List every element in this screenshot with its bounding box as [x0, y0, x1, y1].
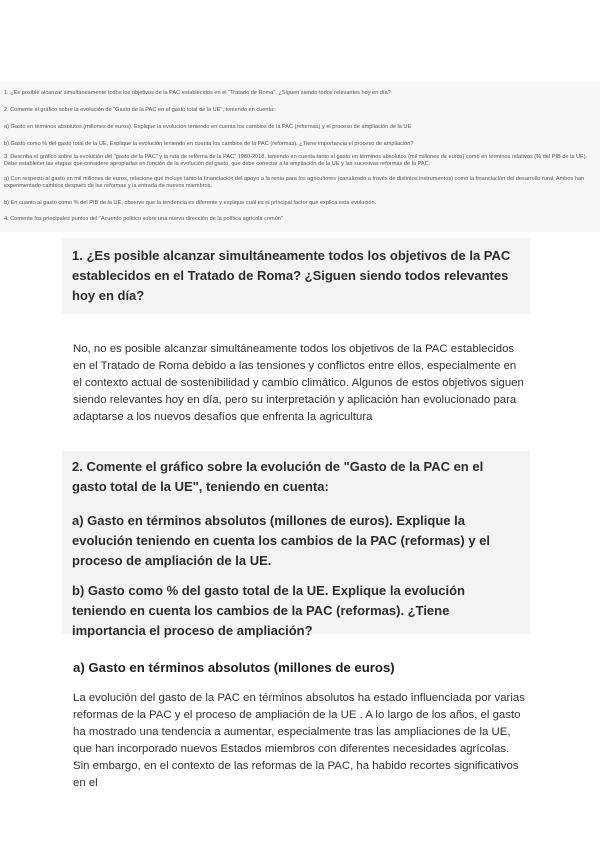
strip-line: b) Gasto como % del gasto total de la UE. Explique la evolución teniendo en cuenta los cambios de la PAC (reformas). ¿Tiene importancia el proceso de ampliación? — [4, 141, 414, 147]
strip-line: 4. Comente los principales puntos del "Acuerdo político sobre una nueva dirección de la política agrícola común" — [4, 216, 283, 222]
question-1: 1. ¿Es posible alcanzar simultáneamente todos los objetivos de la PAC establecidos en el Tratado de Roma? ¿Siguen siendo todos relevantes hoy en día? — [72, 248, 511, 303]
question-2-intro: 2. Comente el gráfico sobre la evolución de "Gasto de la PAC en el gasto total de la UE", teniendo en cuenta: — [72, 459, 484, 494]
question-1-panel — [62, 238, 530, 314]
answer-2a-heading: a) Gasto en términos absolutos (millones de euros) — [73, 660, 395, 675]
question-2a: a) Gasto en términos absolutos (millones de euros). Explique la evolución teniendo en cuenta los cambios de la PAC (reformas) y el proceso de ampliación de la UE. — [72, 513, 491, 568]
strip-line: 2. Comente el gráfico sobre la evolución de "Gasto de la PAC en el gasto total de la UE", teniendo en cuenta: — [4, 107, 275, 113]
strip-line: 1. ¿Es posible alcanzar simultáneamente todos los objetivos de la PAC establecidos en el "Tratado de Roma". ¿Siguen siendo todos relevantes hoy en día? — [4, 90, 391, 96]
question-2-panel — [62, 451, 530, 638]
question-2b: b) Gasto como % del gasto total de la UE. Explique la evolución teniendo en cuenta los cambios de la PAC (reformas). ¿Tiene importancia el proceso de ampliación? — [72, 583, 465, 638]
strip-line: a) Gasto en términos absolutos (millones de euros). Explique la evolución teniendo en cuenta los cambios de la PAC (reformas) y el proceso de ampliación de la UE — [4, 124, 412, 130]
strip-line: b) En cuanto al gasto como % del PIB de la UE, observe que la tendencia es diferente y explique cuál es el principal factor que explica esta evolución. — [4, 200, 377, 206]
answer-1: No, no es posible alcanzar simultáneamente todos los objetivos de la PAC establecidos en el Tratado de Roma debido a las tensiones y conflictos entre ellos, especialmente en el contexto actual de sostenibilidad y cambio climático. Algunos de estos objetivos siguen siendo relevantes hoy en día, pero su interpretación y aplicación han evolucionado para adaptarse a los nuevos desafíos que enfrenta la agricultura — [73, 343, 524, 423]
strip-line: 3. Describa el gráfico sobre la evolución del "gasto de la PAC" y la ruta de reforma de la PAC" 1980-2018, teniendo en cuenta tanto el gasto en términos absolutos (mil millones de euros) como en términos relativos (% del PIB de la UE). Debe establecer las etapas que considere apropiadas en función de la evolución del gasto, que debe conectar a la ampliación de la UE y las sucesivas reformas de la PAC. — [4, 154, 588, 167]
strip-line: a) Con respecto al gasto en mil millones de euros, relacione qué incluye tanto la financiación del apoyo a la renta para los agricultores (canalizado a través de distintos instrumentos) como la financiación del desarrollo rural. Ambos han experimentado cambios después de las reformas y la entrada de nuevos miembros. — [4, 176, 585, 189]
answer-2a: La evolución del gasto de la PAC en términos absolutos ha estado influenciada por varias reformas de la PAC y el proceso de ampliación de la UE . A lo largo de los años, el gasto ha mostrado una tendencia a aumentar, especialmente tras las ampliaciones de la UE, que han incorporado nuevos Estados miembros con diferentes necesidades agrícolas. Sin embargo, en el contexto de las reformas de la PAC, ha habido recortes significativos en el — [73, 692, 525, 789]
question-list-strip — [0, 82, 600, 232]
